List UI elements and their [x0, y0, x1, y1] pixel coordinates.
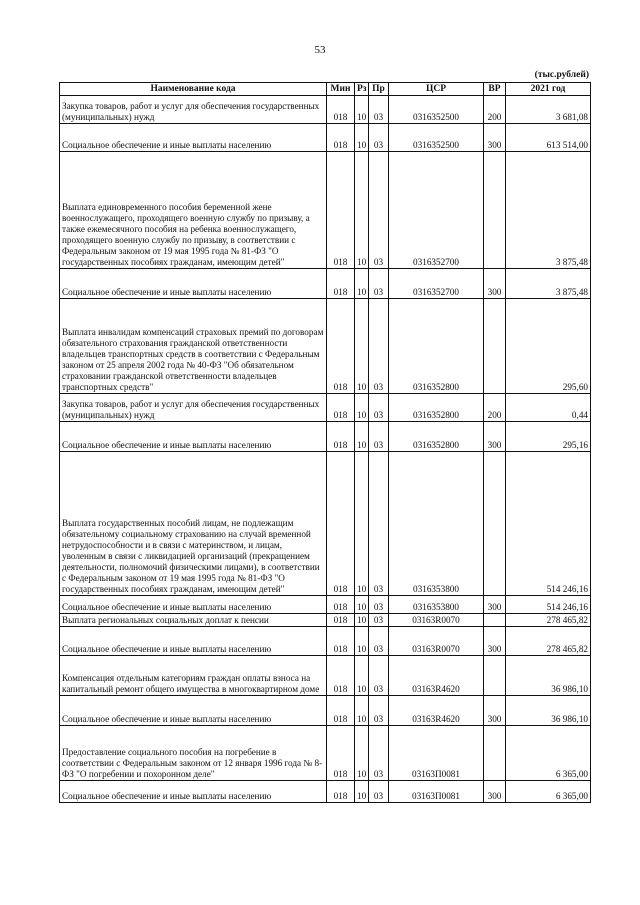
- cell-amount: 278 465,82: [506, 627, 591, 656]
- cell-rz: 10: [355, 96, 369, 124]
- cell-min: 018: [327, 726, 355, 781]
- cell-vr: [484, 452, 506, 596]
- header-year: 2021 год: [506, 83, 591, 96]
- cell-vr: [484, 726, 506, 781]
- cell-name: Социальное обеспечение и иные выплаты населению: [60, 627, 327, 656]
- cell-min: 018: [327, 124, 355, 152]
- cell-name: Социальное обеспечение и иные выплаты населению: [60, 596, 327, 614]
- cell-rz: 10: [355, 299, 369, 394]
- table-row: [60, 656, 591, 696]
- header-rz: Рз: [355, 83, 369, 96]
- cell-vr: [484, 656, 506, 696]
- cell-csr: 03163R0070: [389, 627, 484, 656]
- cell-csr: 03163R0070: [389, 614, 484, 627]
- cell-vr: 300: [484, 269, 506, 299]
- cell-vr: 300: [484, 696, 506, 726]
- cell-min: 018: [327, 96, 355, 124]
- cell-pr: 03: [369, 299, 389, 394]
- cell-amount: 6 365,00: [506, 726, 591, 781]
- table-row: [60, 299, 591, 394]
- cell-min: 018: [327, 596, 355, 614]
- header-csr: ЦСР: [389, 83, 484, 96]
- cell-name: Компенсация отдельным категориям граждан оплаты взноса на капитальный ремонт общего имущества в многоквартирном доме: [60, 656, 327, 696]
- cell-csr: 0316352800: [389, 299, 484, 394]
- cell-name: Выплата инвалидам компенсаций страховых премий по договорам обязательного страхования гражданской ответственности владельцев транспортных средств в соответствии с Федеральным законом от 25 апреля 2002 года № 40-ФЗ "Об обязательном страховании гражданской ответственности владельцев транспортных средств": [60, 299, 327, 394]
- cell-csr: 03163П0081: [389, 781, 484, 803]
- table-row: [60, 614, 591, 627]
- table-row: [60, 96, 591, 124]
- cell-name: Социальное обеспечение и иные выплаты населению: [60, 696, 327, 726]
- cell-min: 018: [327, 394, 355, 422]
- cell-min: 018: [327, 627, 355, 656]
- header-min: Мин: [327, 83, 355, 96]
- cell-rz: 10: [355, 614, 369, 627]
- cell-rz: 10: [355, 152, 369, 269]
- cell-pr: 03: [369, 394, 389, 422]
- cell-amount: 0,44: [506, 394, 591, 422]
- cell-rz: 10: [355, 596, 369, 614]
- cell-pr: 03: [369, 614, 389, 627]
- table-row: [60, 124, 591, 152]
- cell-rz: 10: [355, 656, 369, 696]
- header-vr: ВР: [484, 83, 506, 96]
- cell-min: 018: [327, 269, 355, 299]
- cell-amount: 278 465,82: [506, 614, 591, 627]
- cell-csr: 0316352800: [389, 422, 484, 452]
- cell-vr: 300: [484, 124, 506, 152]
- table-row: [60, 394, 591, 422]
- cell-pr: 03: [369, 596, 389, 614]
- cell-vr: 300: [484, 627, 506, 656]
- cell-csr: 0316352700: [389, 269, 484, 299]
- cell-csr: 0316352700: [389, 152, 484, 269]
- budget-table: [59, 82, 591, 803]
- cell-amount: 3 681,08: [506, 96, 591, 124]
- cell-name: Предоставление социального пособия на погребение в соответствии с Федеральным законом от 12 января 1996 года № 8-ФЗ "О погребении и похоронном деле": [60, 726, 327, 781]
- cell-amount: 613 514,00: [506, 124, 591, 152]
- cell-amount: 36 986,10: [506, 656, 591, 696]
- cell-pr: 03: [369, 96, 389, 124]
- cell-name: Социальное обеспечение и иные выплаты населению: [60, 269, 327, 299]
- cell-name: Социальное обеспечение и иные выплаты населению: [60, 422, 327, 452]
- cell-csr: 03163R4620: [389, 696, 484, 726]
- cell-pr: 03: [369, 452, 389, 596]
- cell-csr: 0316352500: [389, 96, 484, 124]
- cell-pr: 03: [369, 422, 389, 452]
- cell-amount: 36 986,10: [506, 696, 591, 726]
- cell-vr: 300: [484, 596, 506, 614]
- table-row: [60, 422, 591, 452]
- table-body: [60, 96, 591, 803]
- cell-rz: 10: [355, 394, 369, 422]
- cell-pr: 03: [369, 269, 389, 299]
- cell-pr: 03: [369, 726, 389, 781]
- cell-min: 018: [327, 299, 355, 394]
- cell-vr: 300: [484, 781, 506, 803]
- units-label: (тыс.рублей): [534, 70, 589, 80]
- cell-csr: 0316352500: [389, 124, 484, 152]
- cell-name: Выплата единовременного пособия беременной жене военнослужащего, проходящего военную службу по призыву, а также ежемесячного пособия на ребенка военнослужащего, проходящего военную службу по призыву, в соответствии с Федеральным законом от 19 мая 1995 года № 81-ФЗ "О государственных пособиях гражданам, имеющим детей": [60, 152, 327, 269]
- cell-amount: 514 246,16: [506, 596, 591, 614]
- cell-name: Социальное обеспечение и иные выплаты населению: [60, 124, 327, 152]
- header-pr: Пр: [369, 83, 389, 96]
- cell-min: 018: [327, 696, 355, 726]
- table-row: [60, 152, 591, 269]
- cell-name: Выплата региональных социальных доплат к пенсии: [60, 614, 327, 627]
- cell-amount: 295,60: [506, 299, 591, 394]
- table-row: [60, 596, 591, 614]
- cell-name: Выплата государственных пособий лицам, не подлежащим обязательному социальному страхованию на случай временной нетрудоспособности и в связи с материнством, и лицам, уволенным в связи с ликвидацией организаций (прекращением деятельности, полномочий физическими лицами), в соответствии с Федеральным законом от 19 мая 1995 года № 81-ФЗ "О государственных пособиях гражданам, имеющим детей": [60, 452, 327, 596]
- cell-vr: [484, 152, 506, 269]
- cell-amount: 295,16: [506, 422, 591, 452]
- cell-pr: 03: [369, 627, 389, 656]
- cell-name: Закупка товаров, работ и услуг для обеспечения государственных (муниципальных) нужд: [60, 394, 327, 422]
- cell-min: 018: [327, 422, 355, 452]
- cell-rz: 10: [355, 696, 369, 726]
- cell-min: 018: [327, 656, 355, 696]
- table-row: [60, 452, 591, 596]
- cell-vr: [484, 299, 506, 394]
- cell-vr: 200: [484, 96, 506, 124]
- cell-pr: 03: [369, 152, 389, 269]
- cell-rz: 10: [355, 269, 369, 299]
- cell-name: Социальное обеспечение и иные выплаты населению: [60, 781, 327, 803]
- cell-csr: 03163П0081: [389, 726, 484, 781]
- table-header-row: [60, 83, 591, 96]
- cell-pr: 03: [369, 656, 389, 696]
- cell-vr: [484, 614, 506, 627]
- cell-name: Закупка товаров, работ и услуг для обеспечения государственных (муниципальных) нужд: [60, 96, 327, 124]
- cell-min: 018: [327, 614, 355, 627]
- cell-rz: 10: [355, 124, 369, 152]
- cell-pr: 03: [369, 124, 389, 152]
- cell-rz: 10: [355, 627, 369, 656]
- cell-csr: 03163R4620: [389, 656, 484, 696]
- cell-rz: 10: [355, 726, 369, 781]
- cell-amount: 6 365,00: [506, 781, 591, 803]
- table-row: [60, 269, 591, 299]
- cell-min: 018: [327, 152, 355, 269]
- cell-csr: 0316353800: [389, 452, 484, 596]
- cell-rz: 10: [355, 422, 369, 452]
- cell-csr: 0316353800: [389, 596, 484, 614]
- cell-csr: 0316352800: [389, 394, 484, 422]
- cell-pr: 03: [369, 696, 389, 726]
- table-row: [60, 696, 591, 726]
- cell-rz: 10: [355, 781, 369, 803]
- cell-amount: 3 875,48: [506, 152, 591, 269]
- cell-vr: 200: [484, 394, 506, 422]
- cell-vr: 300: [484, 422, 506, 452]
- page-number: 53: [314, 44, 326, 56]
- cell-min: 018: [327, 452, 355, 596]
- cell-pr: 03: [369, 781, 389, 803]
- cell-amount: 514 246,16: [506, 452, 591, 596]
- table-row: [60, 726, 591, 781]
- cell-rz: 10: [355, 452, 369, 596]
- header-name: Наименование кода: [60, 83, 327, 96]
- cell-amount: 3 875,48: [506, 269, 591, 299]
- cell-min: 018: [327, 781, 355, 803]
- table-row: [60, 781, 591, 803]
- table-row: [60, 627, 591, 656]
